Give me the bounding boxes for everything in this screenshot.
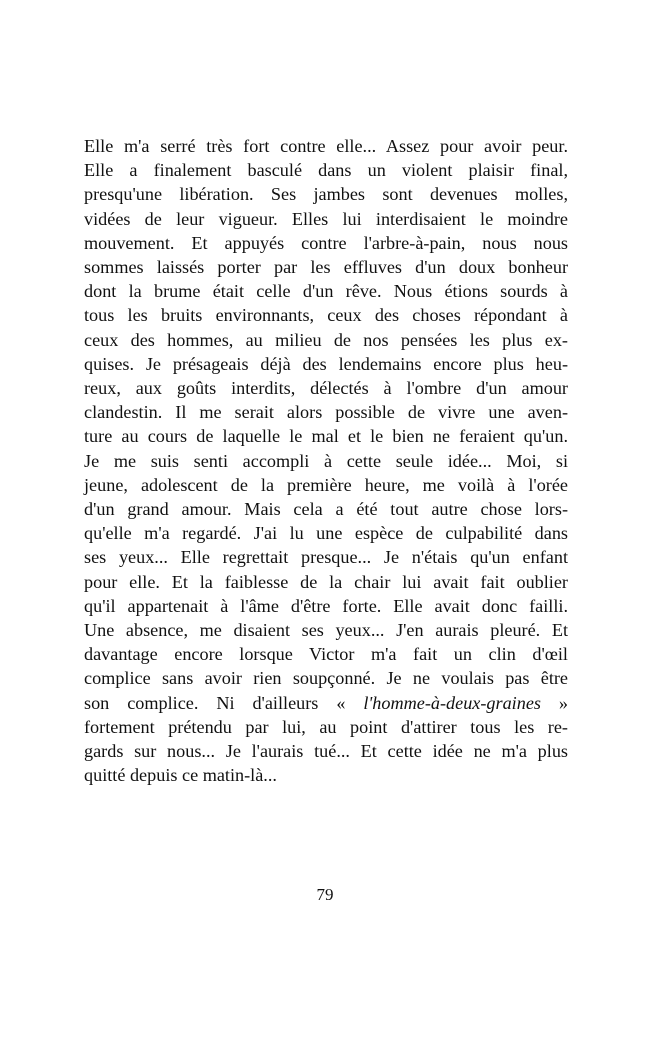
- text-line: Elle a finalement basculé dans un violent plaisir final,: [84, 160, 568, 181]
- page-number: 79: [316, 885, 334, 904]
- text-line: quitté depuis ce matin-là...: [84, 765, 277, 786]
- text-line: mouvement. Et appuyés contre l'arbre-à-pain, nous nous: [84, 232, 568, 253]
- open-quote: «: [336, 692, 346, 713]
- text-line: jeune, adolescent de la première heure, me voilà à l'orée: [84, 474, 568, 495]
- body-paragraph: [84, 134, 568, 787]
- text-line: sommes laissés porter par les effluves d'un doux bonheur: [84, 257, 568, 278]
- text-line: dont la brume était celle d'un rêve. Nous étions sourds à: [84, 281, 568, 302]
- quoted-italic-phrase: l'homme-à-deux-graines: [363, 692, 541, 713]
- text-line: quises. Je présageais déjà des lendemains encore plus heu-: [84, 353, 568, 374]
- text-line: complice sans avoir rien soupçonné. Je ne voulais pas être: [84, 668, 568, 689]
- text-line: pour elle. Et la faiblesse de la chair lui avait fait oublier: [84, 571, 568, 592]
- text-segment: son complice. Ni d'ailleurs: [84, 692, 319, 713]
- text-line: davantage encore lorsque Victor m'a fait un clin d'œil: [84, 644, 568, 665]
- text-line: reux, aux goûts interdits, délectés à l'ombre d'un amour: [84, 378, 568, 399]
- text-line-with-quote: [84, 691, 568, 715]
- text-line: qu'elle m'a regardé. J'ai lu une espèce de culpabilité dans: [84, 523, 568, 544]
- text-line: ture au cours de laquelle le mal et le bien ne feraient qu'un.: [84, 426, 568, 447]
- text-line: qu'il appartenait à l'âme d'être forte. Elle avait donc failli.: [84, 595, 568, 616]
- text-line: gards sur nous... Je l'aurais tué... Et cette idée ne m'a plus: [84, 741, 568, 762]
- text-line: vidées de leur vigueur. Elles lui interdisaient le moindre: [84, 208, 568, 229]
- text-line: Je me suis senti accompli à cette seule idée... Moi, si: [84, 450, 568, 471]
- text-line: presqu'une libération. Ses jambes sont devenues molles,: [84, 184, 568, 205]
- text-line: Une absence, me disaient ses yeux... J'en aurais pleuré. Et: [84, 620, 568, 641]
- text-line: Elle m'a serré très fort contre elle... Assez pour avoir peur.: [84, 136, 568, 156]
- text-line: ses yeux... Elle regrettait presque... Je n'étais qu'un enfant: [84, 547, 568, 568]
- close-quote: »: [558, 692, 569, 713]
- text-line: clandestin. Il me serait alors possible de vivre une aven-: [84, 402, 568, 423]
- text-line: ceux des hommes, au milieu de nos pensées les plus ex-: [84, 329, 568, 350]
- text-line: tous les bruits environnants, ceux des choses répondant à: [84, 305, 568, 326]
- text-line: fortement prétendu par lui, au point d'attirer tous les re-: [84, 716, 568, 737]
- text-line: d'un grand amour. Mais cela a été tout autre chose lors-: [84, 499, 568, 520]
